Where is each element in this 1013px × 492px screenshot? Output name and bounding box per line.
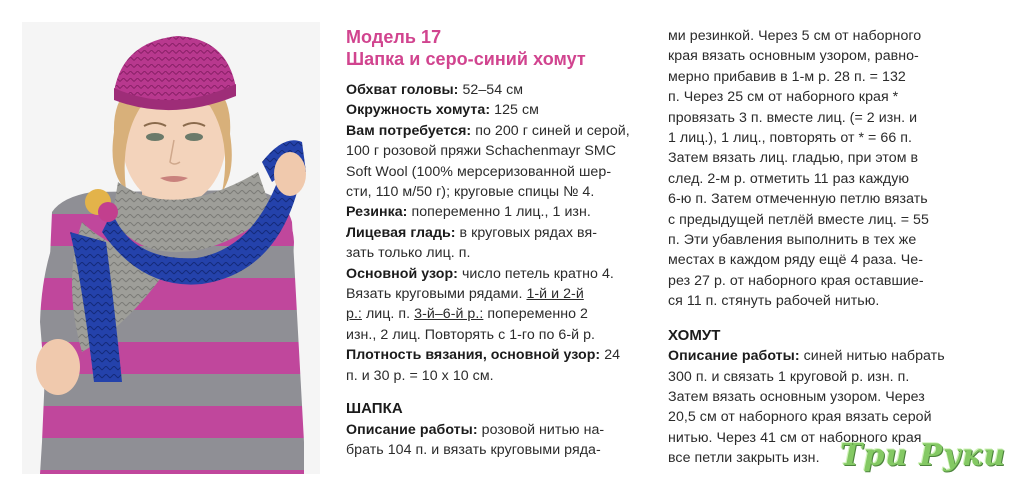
hat-heading: ШАПКА [346, 400, 403, 418]
spec-need-line: 100 г розовой пряжи Schachenmayr SMC [346, 143, 617, 160]
spec-main-line [346, 284, 646, 304]
hat-instruction-line: провязать 3 п. вместе лиц. (= 2 изн. и [668, 109, 918, 126]
spec-collar-value: 125 см [494, 102, 539, 119]
collar-instruction-line: Затем вязать основным узором. Через [668, 388, 925, 405]
hat-desc-line: брать 104 п. и вязать круговыми ряда- [346, 441, 601, 458]
hat-instruction-line: п. Через 25 см от наборного края * [668, 89, 899, 106]
spec-gauge-line: п. и 30 р. = 10 х 10 см. [346, 367, 494, 384]
spec-main-label: Основной узор: [346, 265, 458, 282]
spec-stock-line: зать только лиц. п. [346, 245, 471, 262]
spec-need-line: по 200 г синей и серой, [475, 122, 630, 139]
hat-instruction-line: местах в каждом ряду ещё 4 раза. Че- [668, 252, 923, 269]
spec-stockinette [346, 223, 646, 243]
spec-collar-size [346, 100, 646, 120]
collar-desc-line: синей нитью набрать [803, 348, 945, 365]
spec-collar-label: Окружность хомута: [346, 102, 491, 119]
model-illustration [22, 22, 320, 474]
spec-head-label: Обхват головы: [346, 82, 459, 98]
hat-instruction-line: 6-ю п. Затем отмеченную петлю вязать [668, 191, 928, 208]
spec-need-label: Вам потребуется: [346, 122, 472, 139]
spec-need-line: сти, 110 м/50 г); круговые спицы № 4. [346, 184, 595, 201]
spec-head-size [346, 80, 646, 100]
spec-main-text: попеременно 2 [487, 306, 588, 323]
collar-instruction-line: все петли закрыть изн. [668, 450, 820, 467]
spec-main-underlined: 1-й и 2-й [526, 286, 584, 303]
collar-instruction-line: 20,5 см от наборного края вязать серой [668, 409, 932, 426]
hat-instruction-line: края вязать основным узором, равно- [668, 48, 919, 65]
spec-main-underlined: р.: [346, 306, 362, 323]
spec-rib-value: попеременно 1 лиц., 1 изн. [411, 204, 591, 221]
spec-stock-label: Лицевая гладь: [346, 224, 456, 241]
hat-desc-line: розовой нитью на- [481, 421, 605, 438]
watermark-logo: Три Руки [840, 438, 1007, 473]
hat-desc-label: Описание работы: [346, 421, 478, 438]
spec-main-line [346, 304, 646, 324]
model-number-title: Модель 17 [346, 27, 442, 47]
spec-main-text: Вязать круговыми рядами. [346, 286, 523, 303]
hat-instruction-line: с предыдущей петлёй вместе лиц. = 55 [668, 211, 929, 228]
hat-instruction-line: ми резинкой. Через 5 см от наборного [668, 28, 922, 44]
hat-instruction-line: Затем вязать лиц. гладью, при этом в [668, 150, 919, 167]
spec-gauge-label: Плотность вязания, основной узор: [346, 347, 601, 364]
spec-main-text: лиц. п. [365, 306, 411, 323]
spec-main-line: число петель кратно 4. [461, 265, 614, 282]
hat-instruction-line: рез 27 р. от наборного края оставшие- [668, 272, 924, 289]
spec-rib-label: Резинка: [346, 204, 408, 221]
hat-instruction-line: п. Эти убавления выполнить в тех же [668, 232, 917, 249]
spec-rib [346, 202, 646, 222]
hat-instruction-line: след. 2-м р. отметить 11 раз каждую [668, 170, 910, 187]
collar-desc-label: Описание работы: [668, 348, 800, 365]
text-column-right [668, 26, 968, 469]
hat-description [346, 420, 646, 440]
collar-description [668, 346, 968, 366]
collar-heading: ХОМУТ [668, 326, 721, 344]
spec-materials [346, 121, 646, 141]
model-name-title: Шапка и серо-синий хомут [346, 49, 586, 69]
spec-main-underlined: 3-й–6-й р.: [414, 306, 484, 323]
collar-instruction-line: 300 п. и связать 1 круговой р. изн. п. [668, 368, 910, 385]
collar-instruction-line: нитью. Через 41 см от наборного края [668, 429, 922, 446]
spec-head-value: 52–54 см [462, 82, 524, 98]
spec-stock-line: в круговых рядах вя- [459, 224, 597, 241]
hat-instruction-line: мерно прибавив в 1-м р. 28 п. = 132 [668, 68, 906, 85]
hat-instructions [668, 26, 968, 312]
spec-need-line: Soft Wool (100% мерсеризованной шер- [346, 163, 612, 180]
text-column-left [346, 26, 646, 460]
spec-main-line: изн., 2 лиц. Повторять с 1-го по 6-й р. [346, 326, 596, 343]
spec-gauge-line: 24 [604, 347, 621, 364]
hat-instruction-line: ся 11 п. стянуть рабочей нитью. [668, 293, 880, 310]
model-photo [22, 22, 320, 474]
spec-main-pattern [346, 264, 646, 284]
hat-instruction-line: 1 лиц.), 1 лиц., повторять от * = 66 п. [668, 130, 912, 147]
spec-gauge [346, 345, 646, 365]
